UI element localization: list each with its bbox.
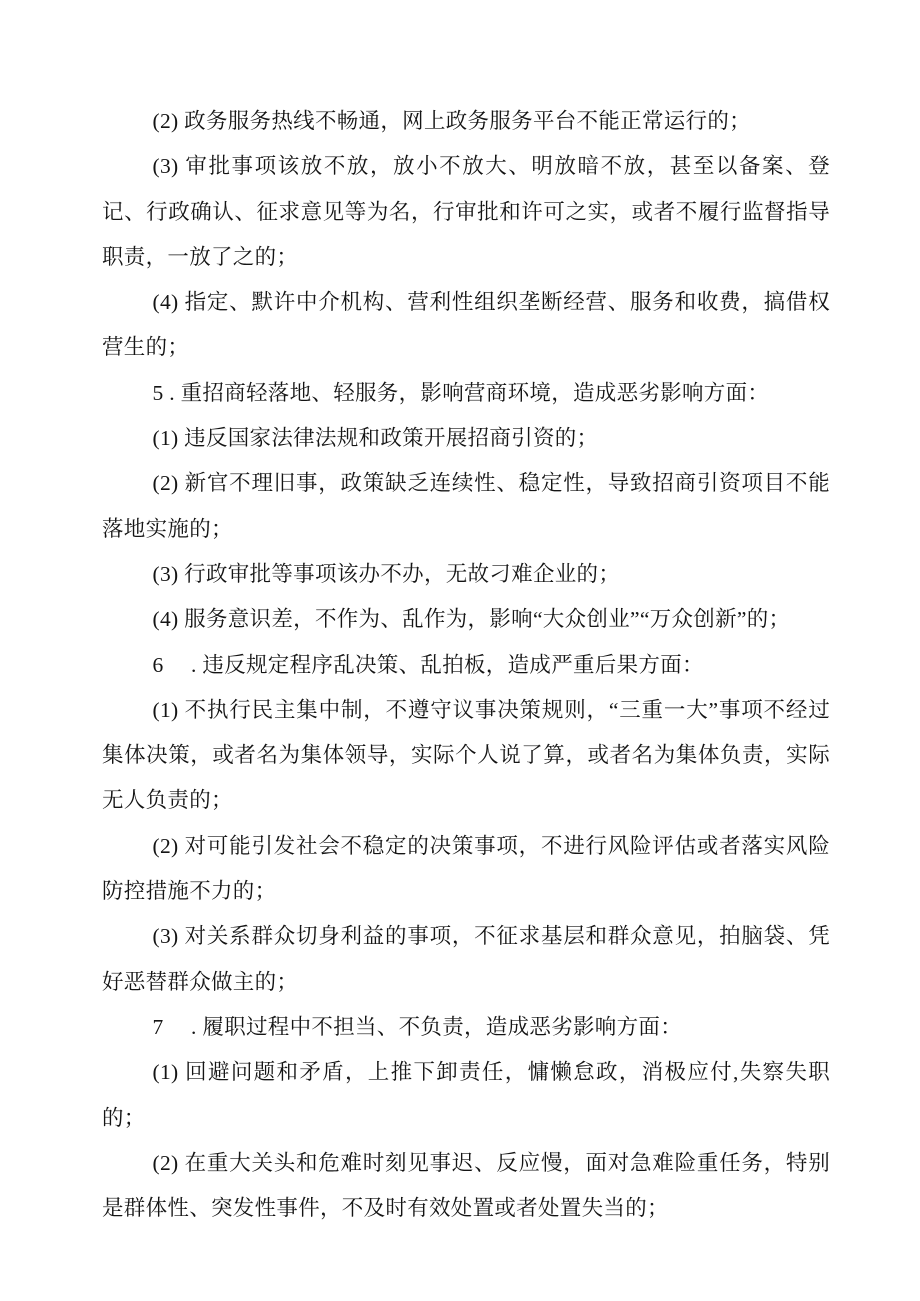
list-item-4: (4) 指定、默许中介机构、营利性组织垄断经营、服务和收费，搞借权营生的；	[102, 290, 830, 360]
section-5-item-3: (3) 行政审批等事项该办不办，无故刁难企业的；	[152, 561, 621, 586]
section-7-item-1: (1) 回避问题和矛盾，上推下卸责任，慵懒怠政，消极应付,失察失职的；	[102, 1060, 830, 1130]
section-5-heading: 5 . 重招商轻落地、轻服务，影响营商环境，造成恶劣影响方面：	[152, 380, 770, 405]
list-item-3: (3) 审批事项该放不放，放小不放大、明放暗不放，甚至以备案、登记、行政确认、征求意见等为名，行审批和许可之实，或者不履行监督指导职责，一放了之的；	[102, 154, 830, 269]
section-5-item-4: (4) 服务意识差，不作为、乱作为，影响“大众创业”“万众创新”的；	[152, 607, 791, 632]
section-5-item-2: (2) 新官不理旧事，政策缺乏连续性、稳定性，导致招商引资项目不能落地实施的；	[102, 471, 830, 541]
section-6-item-1: (1) 不执行民主集中制，不遵守议事决策规则，“三重一大”事项不经过集体决策，或者名为集体领导，实际个人说了算，或者名为集体负责，实际无人负责的；	[102, 697, 830, 813]
section-6-item-3: (3) 对关系群众切身利益的事项，不征求基层和群众意见，拍脑袋、凭好恶替群众做主的；	[102, 924, 830, 994]
section-6-heading: 6 . 违反规定程序乱决策、乱拍板，造成严重后果方面：	[152, 652, 704, 677]
section-7-item-2: (2) 在重大关头和危难时刻见事迟、反应慢，面对急难险重任务，特别是群体性、突发性事件，不及时有效处置或者处置失当的；	[102, 1150, 830, 1221]
section-5-item-1: (1) 违反国家法律法规和政策开展招商引资的；	[152, 426, 599, 451]
section-7-heading: 7 . 履职过程中不担当、不负责，造成恶劣影响方面：	[152, 1014, 682, 1039]
section-6-item-2: (2) 对可能引发社会不稳定的决策事项，不进行风险评估或者落实风险防控措施不力的；	[102, 833, 830, 904]
list-item-2: (2) 政务服务热线不畅通，网上政务服务平台不能正常运行的；	[152, 109, 751, 133]
